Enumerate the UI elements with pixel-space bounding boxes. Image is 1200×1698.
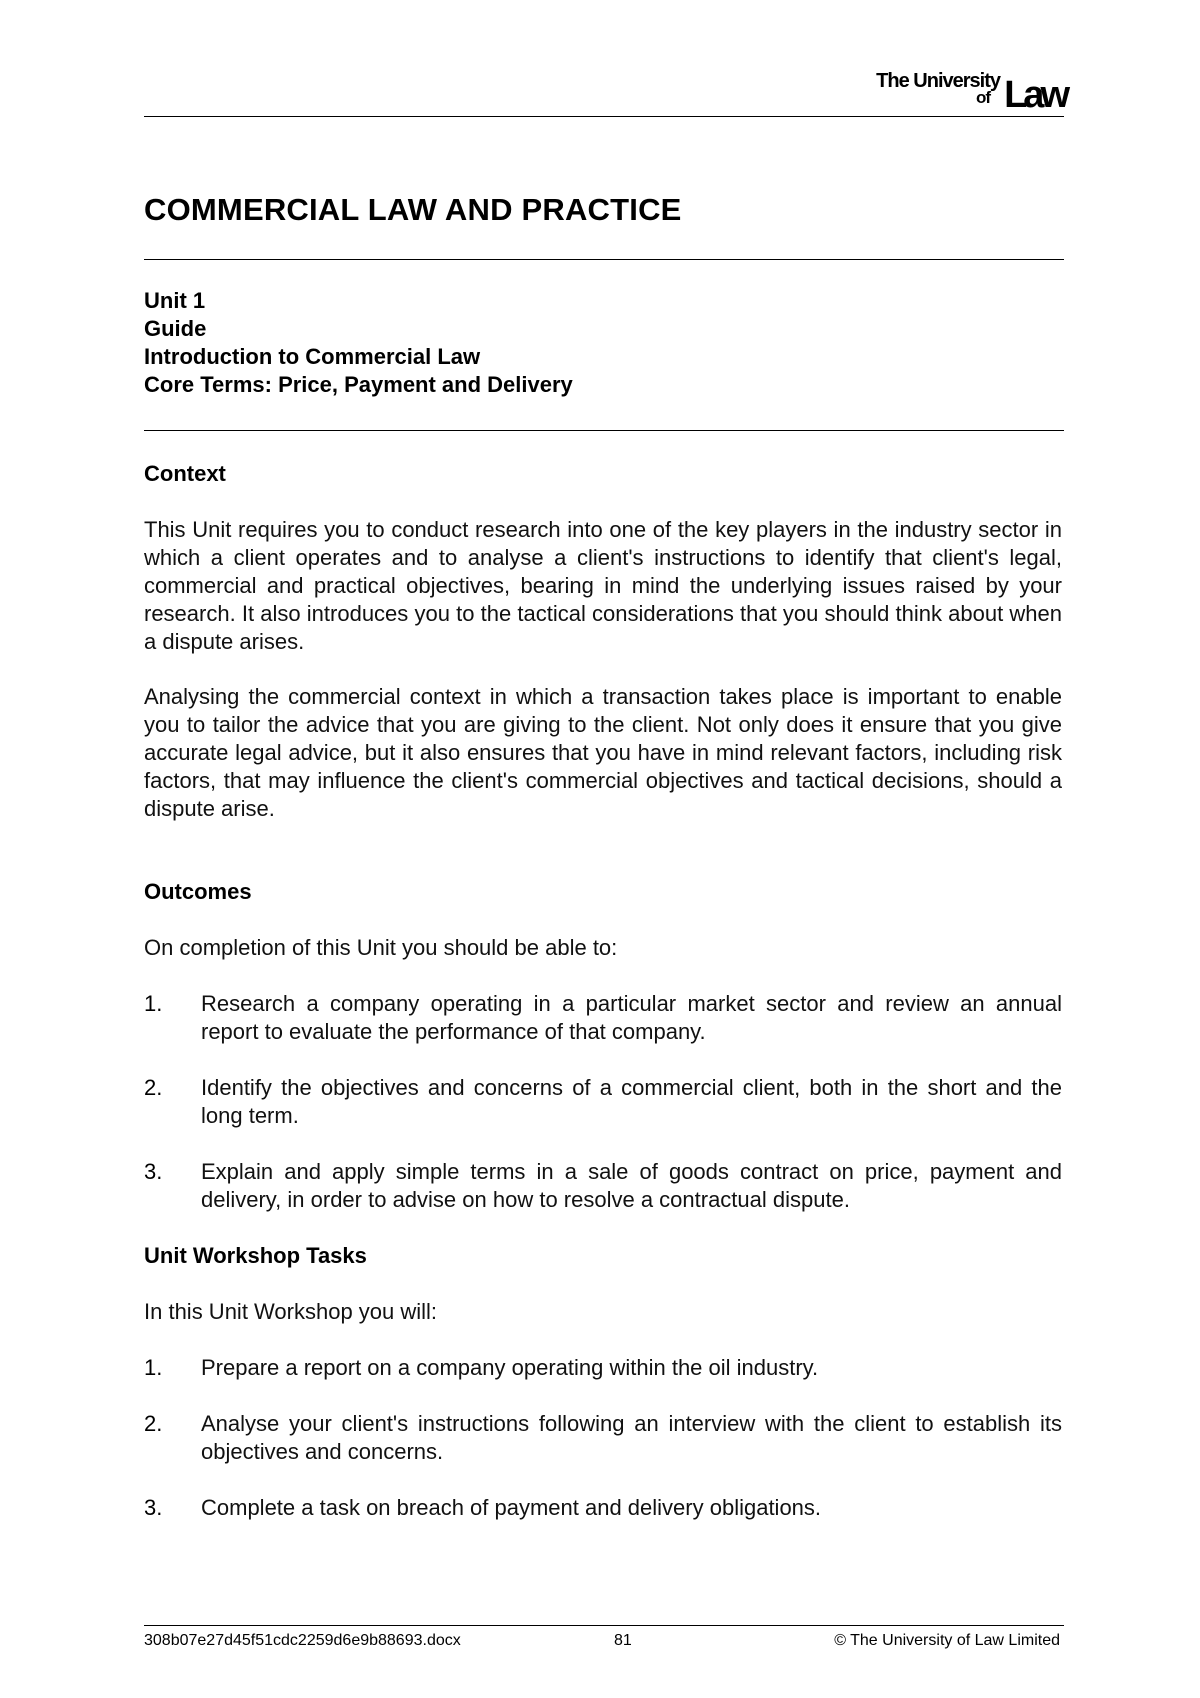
unit-topic: Core Terms: Price, Payment and Delivery xyxy=(144,372,573,397)
footer-filename: 308b07e27d45f51cdc2259d6e9b88693.docx xyxy=(144,1632,461,1649)
footer-page-number: 81 xyxy=(614,1632,632,1649)
workshop-number: 1. xyxy=(144,1355,163,1380)
workshop-item xyxy=(144,1354,1062,1382)
logo-line-3: Law xyxy=(1004,74,1066,116)
outcome-item xyxy=(144,1074,1062,1130)
university-logo xyxy=(846,70,1066,116)
outcome-item xyxy=(144,1158,1062,1214)
outcome-number: 3. xyxy=(144,1159,163,1184)
title-rule xyxy=(144,259,1064,260)
outcome-number: 2. xyxy=(144,1075,163,1100)
context-paragraph-1: This Unit requires you to conduct research into one of the key players in the industry sector in which a client operates and to analyse a client's instructions to identify that client's legal, commercial and practical objectives, bearing in mind the underlying issues raised by your research. It also introduces you to the tactical considerations that you should think about when a dispute arises. xyxy=(144,517,1062,654)
workshop-intro: In this Unit Workshop you will: xyxy=(144,1299,438,1324)
outcomes-heading: Outcomes xyxy=(144,879,252,904)
logo-line-1: The University xyxy=(876,70,1000,92)
outcome-text: Research a company operating in a particular market sector and review an annual report to evaluate the performance of that company. xyxy=(201,991,1062,1044)
footer-copyright: © The University of Law Limited xyxy=(834,1632,1060,1649)
workshop-number: 2. xyxy=(144,1411,163,1436)
context-paragraph-2: Analysing the commercial context in which a transaction takes place is important to enable you to tailor the advice that you are giving to the client. Not only does it ensure that you give accurate legal advice, but it also ensures that you have in mind relevant factors, including risk factors, that may influence the client's commercial objectives and tactical decisions, should a dispute arise. xyxy=(144,684,1062,821)
context-heading: Context xyxy=(144,461,226,486)
workshop-heading: Unit Workshop Tasks xyxy=(144,1243,367,1268)
workshop-item xyxy=(144,1410,1062,1466)
workshop-text: Prepare a report on a company operating within the oil industry. xyxy=(201,1355,819,1380)
outcomes-intro: On completion of this Unit you should be able to: xyxy=(144,935,618,960)
outcome-number: 1. xyxy=(144,991,163,1016)
outcome-item xyxy=(144,990,1062,1046)
unit-subject: Introduction to Commercial Law xyxy=(144,344,481,369)
outcome-text: Explain and apply simple terms in a sale of goods contract on price, payment and delivery, in order to advise on how to resolve a contractual dispute. xyxy=(201,1159,1062,1212)
workshop-text: Analyse your client's instructions following an interview with the client to establish its objectives and concerns. xyxy=(201,1411,1062,1464)
workshop-number: 3. xyxy=(144,1495,163,1520)
unit-rule xyxy=(144,430,1064,431)
header-rule xyxy=(144,116,1064,117)
logo-line-2: of xyxy=(975,88,990,107)
unit-info xyxy=(144,287,573,399)
workshop-text: Complete a task on breach of payment and delivery obligations. xyxy=(201,1495,822,1520)
workshop-item xyxy=(144,1494,1062,1522)
document-title: COMMERCIAL LAW AND PRACTICE xyxy=(144,192,682,227)
outcome-text: Identify the objectives and concerns of a commercial client, both in the short and the long term. xyxy=(201,1075,1062,1128)
unit-type: Guide xyxy=(144,316,207,341)
footer-rule xyxy=(144,1625,1064,1626)
unit-number: Unit 1 xyxy=(144,288,206,313)
